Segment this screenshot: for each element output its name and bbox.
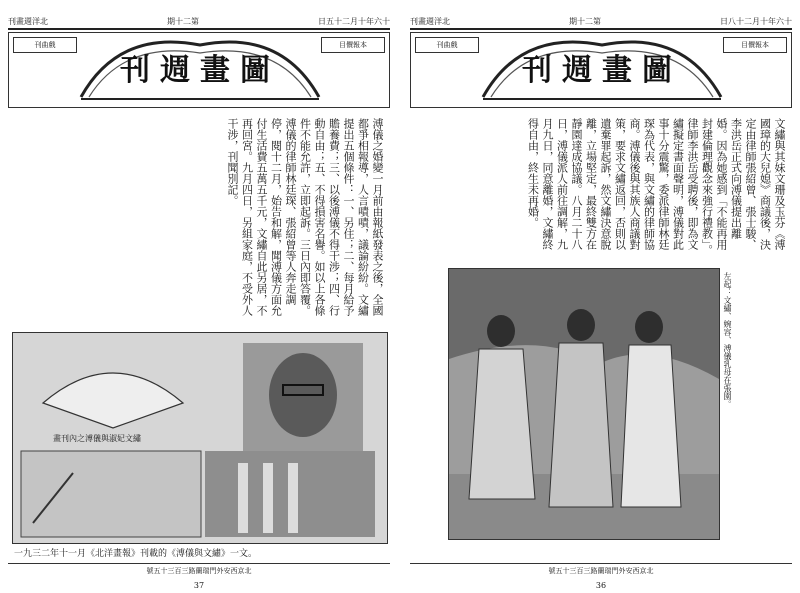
masthead-box-left: 刊曲戲 [415,37,479,53]
historical-photo [448,268,720,540]
page-number: 36 [595,581,607,590]
masthead-title: 刊週畫圖 [522,53,682,88]
header-right: 日五十二月十年六十 [318,16,390,26]
masthead-box-right: 目價報本 [723,37,787,53]
masthead-note-right [725,55,785,99]
header-left: 刊畫週洋北 [8,16,48,26]
header-right: 日八十二月十年六十 [720,16,792,26]
article-body: 溥儀之婚變一月前由報紙發表之後，全國都爭相報導，人言嘖嘖，議論紛紛。文繡提出五個條件：一、另住；二、每月給予贍養費；三、以後溥儀不得干涉；四、行動自由；五、不得損害名譽。如以上各條件不能允許，立即起訴。三日內即答覆。溥儀的律師林廷琛、張紹曾等人奔走調停，閱十二月，始告和解，聞溥儀方面允付生活費五萬五千元，文繡自此另居，不再回宮。九月四日，另組家庭，不受外人干涉，刊聞別記。 [226,118,384,316]
page-header [8,14,390,30]
masthead [410,32,792,108]
header-center: 期十二第 [569,16,601,26]
photo-image-icon [449,269,719,539]
masthead-note-left [15,55,75,99]
left-page [8,6,390,590]
masthead [8,32,390,108]
masthead-box-right: 目價報本 [321,37,385,53]
header-left: 刊畫週洋北 [410,16,450,26]
clipping-caption: 一九三二年十一月《北洋畫報》刊載的《溥儀與文繡》一文。 [14,549,258,559]
page-header [410,14,792,30]
header-center: 期十二第 [167,16,199,26]
masthead-title: 刊週畫圖 [120,53,280,88]
masthead-box-left: 刊曲戲 [13,37,77,53]
photo-caption: 左起：文繡、婉容、溥儀乳母在張園。 [723,272,732,408]
magazine-clipping [12,332,388,544]
article-body: 文繡與其妹文珊及玉芬《溥國璋的大兒媳》商議後，決定由律師張紹曾、張士駿、李洪岳正式向溥儀提出離婚。因為她感到「不能再用封建倫理觀念來強行禮教」。律師李洪岳受聘後，即為文繡擬定書面聲明，溥儀對此事十分震驚，委派律師林廷琛為代表，與文繡的律師協商。溥儀後與其族人商議對策，要求文繡返回，否則以遺棄罪起訴，然文繡決意脫離，立場堅定，最終雙方在靜園達成協議。八月二十八日，溥儀派人前往調解，九月九日，同意離婚，文繡終得自由，終生未再婚。 [526,118,786,256]
page-footer: 號五十三百三路蘭瑞門外安西京北 [410,563,792,576]
clipping-inner-caption: 畫刊內之溥儀與淑妃文繡 [53,434,141,443]
page-footer: 號五十三百三路蘭瑞門外安西京北 [8,563,390,576]
page-number: 37 [193,581,205,590]
right-page [410,6,792,590]
masthead-note-right [323,55,383,99]
masthead-note-left [417,55,477,99]
